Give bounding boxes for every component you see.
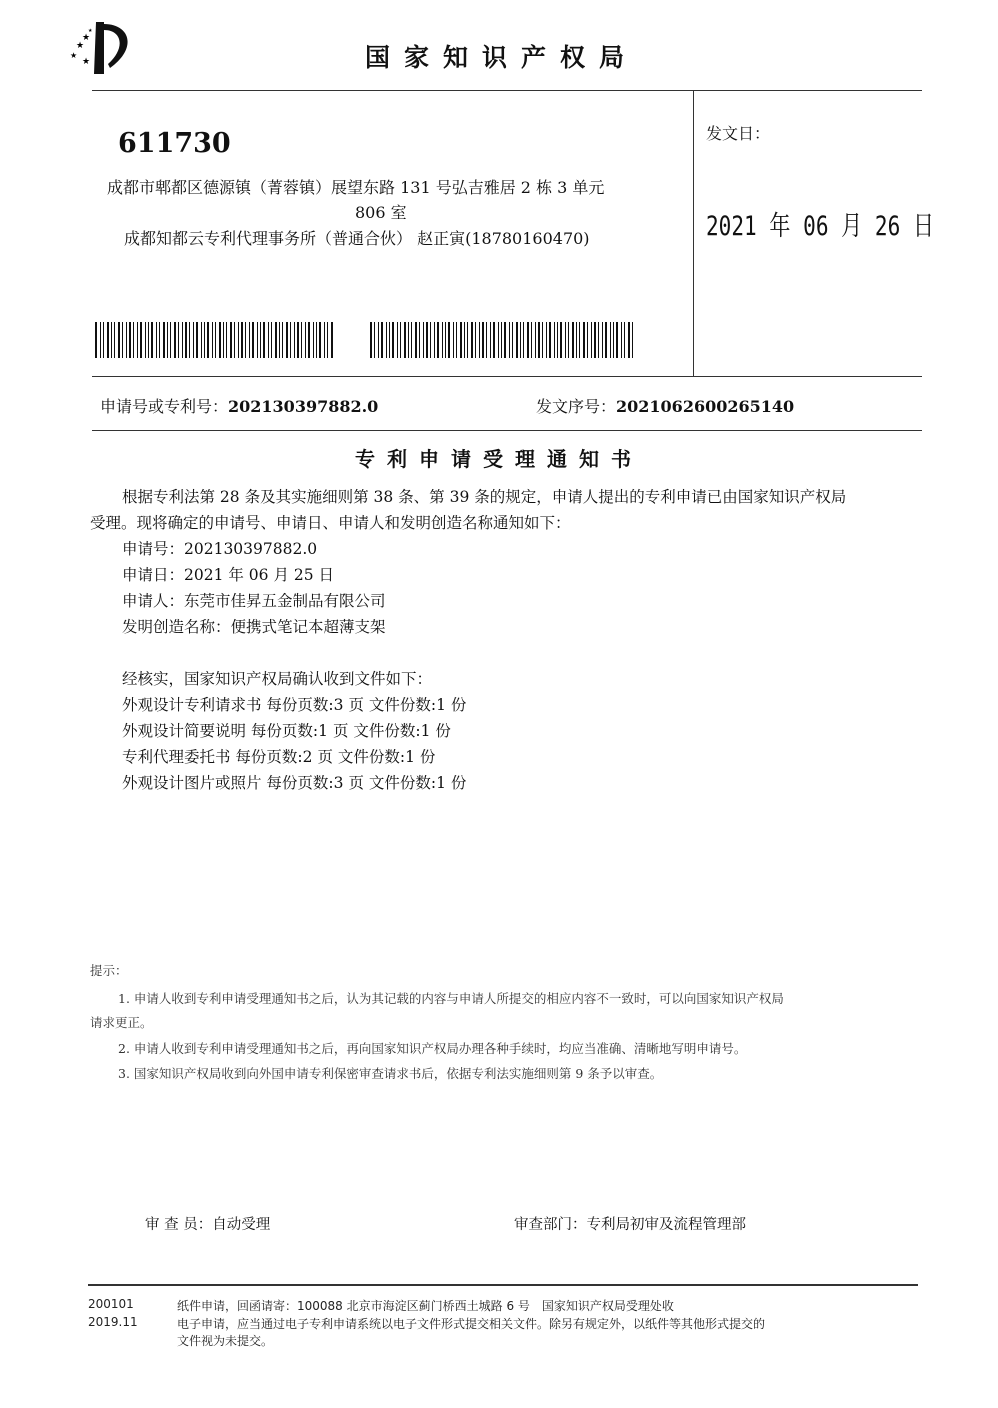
form-version: 2019.11: [88, 1315, 138, 1329]
barcode-bar: [464, 322, 465, 358]
barcode-bar: [434, 322, 435, 358]
footer-line: 文件视为未提交。: [177, 1334, 274, 1348]
barcode-bar: [479, 322, 480, 358]
barcode-bar: [535, 322, 536, 358]
barcode-bar: [520, 322, 521, 358]
barcode-bar: [430, 322, 431, 358]
barcode-bar: [137, 322, 138, 358]
barcode-bar: [538, 322, 540, 358]
barcode-bar: [591, 322, 592, 358]
barcode-bar: [602, 322, 603, 358]
barcode-bar: [527, 322, 529, 358]
barcode-bar: [196, 322, 198, 358]
svg-text:★: ★: [70, 51, 78, 60]
svg-text:★: ★: [88, 28, 93, 34]
postcode: 611730: [118, 128, 231, 159]
barcode-bar: [598, 322, 599, 358]
barcode-bar: [252, 322, 254, 358]
barcode-bar: [546, 322, 547, 358]
barcode-bar: [268, 322, 269, 358]
app-no-label: 申请号或专利号：: [100, 397, 229, 416]
barcode-bar: [423, 322, 424, 358]
barcode-bar: [271, 322, 272, 358]
barcode-bar: [126, 322, 127, 358]
file-item: 专利代理委托书 每份页数:2 页 文件份数:1 份: [122, 748, 436, 766]
barcode-bar: [163, 322, 165, 358]
barcode-bar: [294, 322, 295, 358]
barcode-bar: [419, 322, 420, 358]
barcode-bar: [613, 322, 614, 358]
issue-date-label: 发文日：: [706, 124, 771, 143]
barcode-bar: [297, 322, 299, 358]
barcode-bar: [151, 322, 153, 358]
svg-text:★: ★: [82, 57, 91, 67]
barcode-bar: [576, 322, 577, 358]
barcode-bar: [437, 322, 439, 358]
note-item: 2. 申请人收到专利申请受理通知书之后，再向国家知识产权局办理各种手续时，均应当准确、清晰地写明申请号。: [118, 1041, 747, 1056]
note-item: 3. 国家知识产权局收到向外国申请专利保密审查请求书后，依据专利法实施细则第 9 条予以审查。: [118, 1066, 663, 1081]
barcode-bar: [301, 322, 302, 358]
barcode-bar: [331, 322, 333, 358]
barcode-bar: [628, 322, 630, 358]
barcode-bar: [616, 322, 618, 358]
serial-label: 发文序号：: [536, 397, 617, 416]
barcode-bar: [460, 322, 462, 358]
field-invention: 发明创造名称：便携式笔记本超薄支架: [122, 618, 386, 636]
barcode-bar: [415, 322, 417, 358]
barcode-bar: [523, 322, 524, 358]
barcode-bar: [260, 322, 261, 358]
body-para-cont: 受理。现将确定的申请号、申请日、申请人和发明创造名称通知如下：: [90, 514, 571, 532]
barcode-bar: [587, 322, 588, 358]
barcode-bar: [286, 322, 288, 358]
barcode-bar: [319, 322, 321, 358]
barcode-bar: [282, 322, 283, 358]
footer-line: 电子申请，应当通过电子专利申请系统以电子文件形式提交相关文件。除另有规定外，以纸件等其他形式提交的: [177, 1317, 766, 1331]
barcode-bar: [378, 322, 379, 358]
barcode-bar: [219, 322, 221, 358]
barcode-bar: [498, 322, 499, 358]
barcode-bar: [279, 322, 280, 358]
barcode-bar: [392, 322, 394, 358]
barcode-bar: [493, 322, 495, 358]
barcode-bar: [411, 322, 412, 358]
barcode-bar: [475, 322, 476, 358]
barcode-bar: [129, 322, 131, 358]
barcode-bar: [107, 322, 109, 358]
barcode-bar: [103, 322, 104, 358]
barcode-bar: [111, 322, 112, 358]
barcode-bar: [230, 322, 232, 358]
address-line2: 806 室: [355, 203, 407, 222]
app-no: 202130397882.0: [228, 397, 379, 416]
barcode-bar: [594, 322, 596, 358]
barcode-bar: [400, 322, 401, 358]
field-applicant: 申请人：东莞市佳昇五金制品有限公司: [122, 592, 386, 610]
notes-label: 提示：: [90, 963, 128, 978]
barcode-bar: [290, 322, 291, 358]
barcode-bar: [632, 322, 633, 358]
barcode-bar: [223, 322, 224, 358]
barcode-bar: [257, 322, 258, 358]
barcode-bar: [226, 322, 227, 358]
barcode-bar: [327, 322, 328, 358]
barcode-bar: [201, 322, 202, 358]
footer-line: 纸件申请，回函请寄：100088 北京市海淀区蓟门桥西土城路 6 号 国家知识产权局受理处收: [177, 1299, 674, 1313]
barcode-bar: [263, 322, 265, 358]
barcode-bar: [370, 322, 372, 358]
barcode-bar: [241, 322, 243, 358]
barcode-bar: [386, 322, 387, 358]
barcode-bar: [313, 322, 314, 358]
cnipa-logo: [68, 18, 148, 78]
barcode-bar: [156, 322, 157, 358]
barcode-bar: [501, 322, 502, 358]
barcode-bar: [249, 322, 250, 358]
barcode-bar: [408, 322, 409, 358]
barcode-bar: [610, 322, 611, 358]
barcode-bar: [145, 322, 146, 358]
barcode-bar: [170, 322, 171, 358]
agency-name: 国家知识产权局: [365, 43, 639, 72]
barcode-bar: [207, 322, 209, 358]
barcode-bar: [579, 322, 580, 358]
barcode-bar: [133, 322, 134, 358]
barcode-bar: [482, 322, 484, 358]
barcode-bar: [426, 322, 428, 358]
barcode-bar: [148, 322, 149, 358]
barcode-bar: [178, 322, 179, 358]
barcode-bar: [245, 322, 246, 358]
document-title: 专利申请受理通知书: [355, 447, 643, 471]
barcode-bar: [542, 322, 543, 358]
barcode-bar: [215, 322, 216, 358]
barcode-bar: [100, 322, 101, 358]
issue-date: 2021 年 06 月 26 日: [706, 211, 935, 242]
barcode: [95, 322, 338, 358]
barcode-bar: [448, 322, 450, 358]
barcode-bar: [140, 322, 142, 358]
barcode-bar: [95, 322, 97, 358]
barcode-bar: [204, 322, 205, 358]
barcode-bar: [189, 322, 190, 358]
barcode-bar: [509, 322, 510, 358]
barcode-bar: [324, 322, 325, 358]
examiner: 审 查 员：自动受理: [145, 1217, 271, 1233]
barcode-bar: [516, 322, 518, 358]
barcode-bar: [486, 322, 487, 358]
svg-text:★: ★: [82, 33, 91, 43]
barcode-bar: [238, 322, 239, 358]
barcode-bar: [467, 322, 468, 358]
barcode-bar: [118, 322, 120, 358]
barcode-bar: [554, 322, 555, 358]
barcode-bar: [512, 322, 513, 358]
barcode-bar: [471, 322, 473, 358]
barcode-bar: [621, 322, 622, 358]
barcode-bar: [549, 322, 551, 358]
agent: 成都知都云专利代理事务所（普通合伙） 赵正寅(18780160470): [124, 229, 590, 248]
file-item: 外观设计简要说明 每份页数:1 页 文件份数:1 份: [122, 722, 451, 740]
barcode-bar: [122, 322, 123, 358]
barcode-bar: [174, 322, 176, 358]
body-para: 根据专利法第 28 条及其实施细则第 38 条、第 39 条的规定，申请人提出的专利申请已由国家知识产权局: [122, 488, 847, 506]
barcode-bar: [504, 322, 506, 358]
barcode-bar: [531, 322, 532, 358]
barcode-bar: [381, 322, 383, 358]
barcode-bar: [456, 322, 457, 358]
barcode-bar: [565, 322, 566, 358]
barcode-bar: [583, 322, 585, 358]
file-item: 外观设计专利请求书 每份页数:3 页 文件份数:1 份: [122, 696, 467, 714]
barcode-bar: [114, 322, 115, 358]
barcode-bar: [185, 322, 187, 358]
barcode-bar: [234, 322, 235, 358]
barcode-bar: [182, 322, 183, 358]
note-item: 1. 申请人收到专利申请受理通知书之后，认为其记载的内容与申请人所提交的相应内容不一致时，可以向国家知识产权局: [118, 991, 784, 1006]
barcode-bar: [193, 322, 194, 358]
file-item: 外观设计图片或照片 每份页数:3 页 文件份数:1 份: [122, 774, 467, 792]
barcode-bar: [389, 322, 390, 358]
svg-text:★: ★: [76, 41, 85, 51]
barcode-bar: [374, 322, 375, 358]
field-app-date: 申请日：2021 年 06 月 25 日: [122, 566, 335, 584]
barcode-bar: [316, 322, 317, 358]
barcode-bar: [305, 322, 306, 358]
serial-no: 2021062600265140: [616, 397, 795, 416]
field-app-no: 申请号：202130397882.0: [122, 540, 318, 558]
confirm-text: 经核实，国家知识产权局确认收到文件如下：: [122, 670, 433, 688]
barcode-bar: [560, 322, 562, 358]
form-code: 200101: [88, 1297, 134, 1311]
barcode-bar: [212, 322, 213, 358]
note-item-cont: 请求更正。: [90, 1015, 153, 1030]
department: 审查部门：专利局初审及流程管理部: [514, 1217, 746, 1233]
barcode-bar: [445, 322, 446, 358]
barcode-bar: [453, 322, 454, 358]
barcode-bar: [404, 322, 406, 358]
barcode-bar: [490, 322, 491, 358]
barcode-bar: [159, 322, 160, 358]
barcode-bar: [442, 322, 443, 358]
barcode-bar: [275, 322, 277, 358]
barcode-bar: [557, 322, 558, 358]
barcode-bar: [397, 322, 398, 358]
barcode-bar: [167, 322, 168, 358]
barcode-bar: [308, 322, 310, 358]
barcode-bar: [568, 322, 569, 358]
address-line1: 成都市郫都区德源镇（菁蓉镇）展望东路 131 号弘吉雅居 2 栋 3 单元: [107, 178, 605, 197]
barcode-bar: [605, 322, 607, 358]
barcode: [370, 322, 638, 358]
barcode-bar: [624, 322, 625, 358]
barcode-bar: [572, 322, 574, 358]
